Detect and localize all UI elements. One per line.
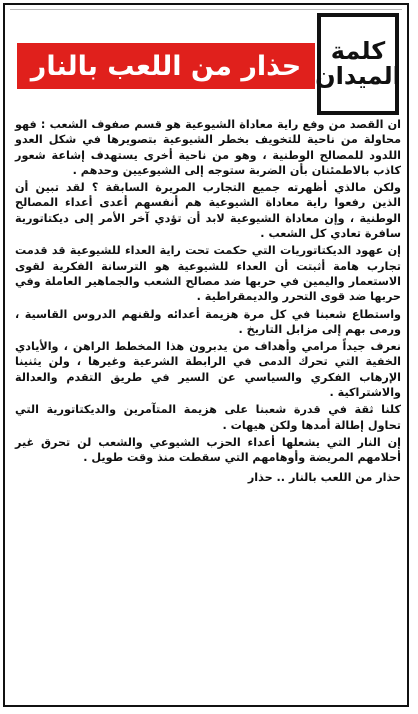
paragraph-4: واستطاع شعبنا في كل مرة هزيمة أعدائه ولقنهم الدروس القاسية ، ورمى بهم إلى مزابل التاريخ . bbox=[15, 307, 401, 336]
signoff: حذار من اللعب بالنار .. حذار bbox=[247, 470, 401, 484]
column-name-word2: الميدان bbox=[315, 62, 401, 90]
paragraph-2: ولكن مالذي أظهرته جميع التجارب المريرة السابقة ؟ لقد تبين أن الذين رفعوا راية معاداة الشيوعية هم أنفسهم أعدى أعداء المصالح الوطنية ، وإن معاداة الشيوعية لابد أن تؤدي آخر الأمر إلى ديكتاتورية سافرة تعادي كل الشعب . bbox=[15, 181, 401, 241]
top-rule bbox=[10, 9, 402, 10]
headline: حذار من اللعب بالنار bbox=[30, 50, 302, 82]
paragraph-7: إن النار التي يشعلها أعداء الحزب الشيوعي والشعب لن تحرق غير أحلامهم المريضة وأوهامهم التي سقطت منذ وقت طويل . bbox=[15, 435, 401, 465]
column-name-word1: كلمة bbox=[330, 36, 386, 65]
article-body bbox=[15, 117, 401, 487]
paragraph-5: نعرف جيداً مرامي وأهداف من يدبرون هذا المخطط الراهن ، والأيادي الخفية التي تحرك الدمى في الرابطة الشرعية وغيرها ، ولن يثنينا الإرهاب الفكري والسياسي عن السير في طريق التقدم والعدالة والاشتراكية . bbox=[15, 340, 401, 400]
paragraph-3: إن عهود الديكتاتوريات التي حكمت تحت راية العداء للشيوعية قد قدمت تجارب هامة أثبتت أن العداء للشيوعية هو الترسانة الفكرية لقوى الاستعمار واليمين في حربها ضد مصالح الشعب والجماهير العاملة وفي حربها ضد قوى التحرر والديمقراطية . bbox=[15, 244, 401, 304]
paragraph-1: ان القصد من وفع راية معاداة الشيوعية هو قسم صفوف الشعب : فهو محاولة من ناحية للتخويف بخطر الشيوعية بتصويرها في شكل العدو اللدود للمصالح الوطنية ، وهو من ناحية أخرى يستهدف إشاعة شعور كاذب بالاطمئنان بأن الضربة ستوجه إلى الشيوعيين وحدهم . bbox=[15, 118, 401, 177]
column-name-box bbox=[317, 13, 399, 115]
headline-banner bbox=[17, 43, 315, 89]
paragraph-6: كلنا ثقة في قدرة شعبنا على هزيمة المتآمرين والديكتاتورية التي تحاول إطالة أمدها ولكن هيهات . bbox=[15, 403, 401, 432]
column-frame bbox=[3, 3, 409, 707]
